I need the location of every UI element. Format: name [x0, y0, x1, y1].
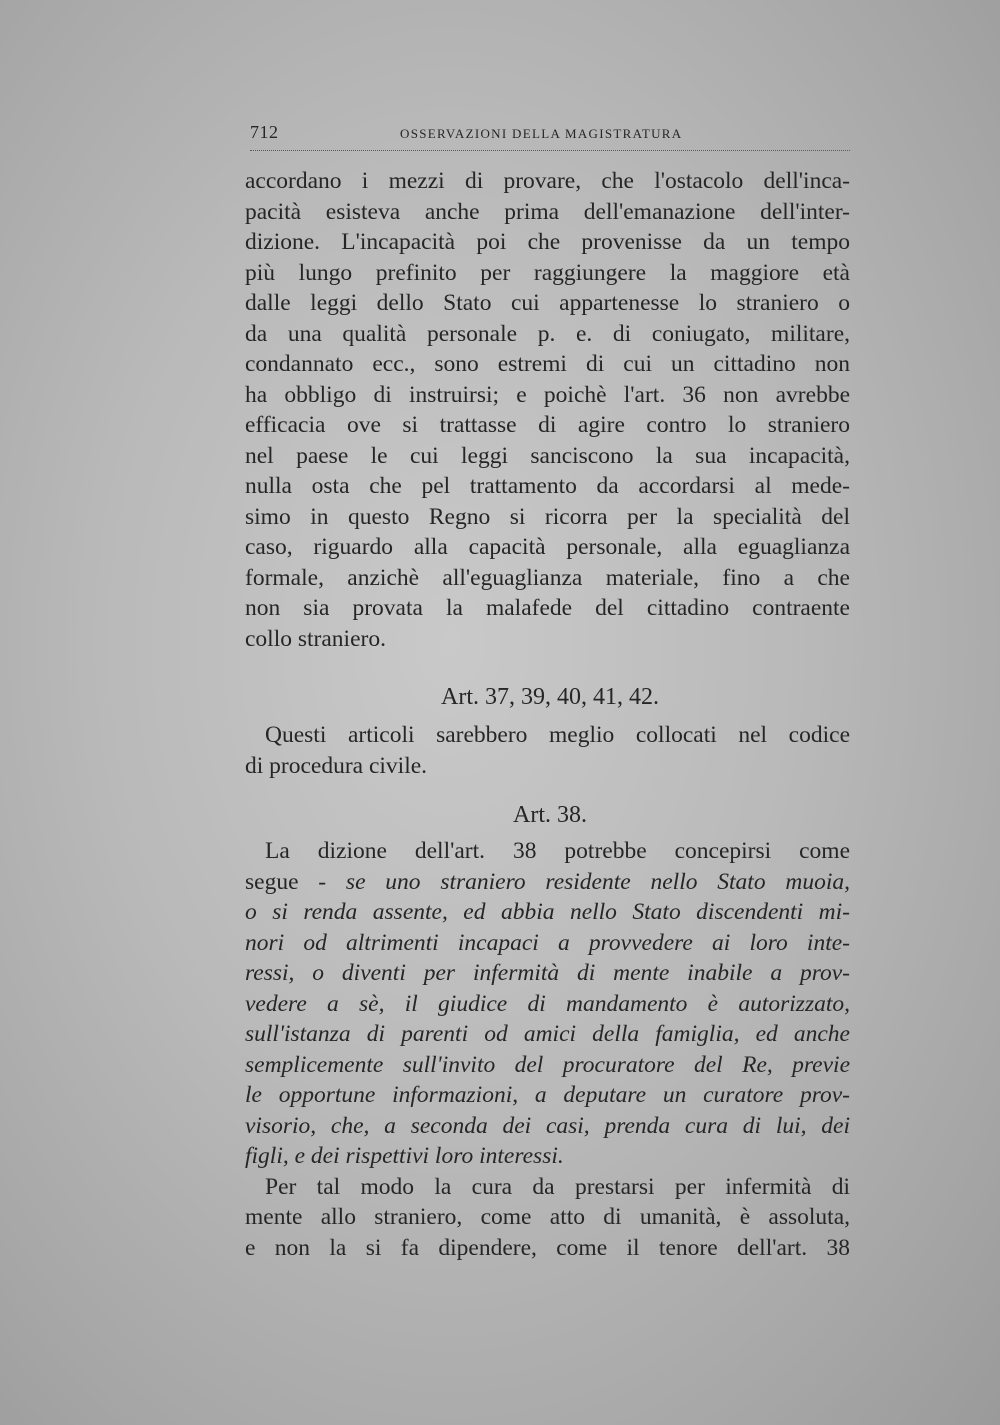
text-line: ha obbligo di instruirsi; e poichè l'art. 36 non avrebbe	[245, 381, 850, 408]
running-title: OSSERVAZIONI DELLA MAGISTRATURA	[400, 126, 683, 141]
page-header	[250, 120, 850, 151]
text-line: simo in questo Regno si ricorra per la specialità del	[245, 503, 850, 530]
text-run: segue -	[245, 868, 346, 895]
text-line: dizione. L'incapacità poi che provenisse da un tempo	[245, 229, 850, 255]
section-heading-art-38: Art. 38.	[513, 802, 587, 828]
text-line: Questi articoli sarebbero meglio collocati nel codice	[265, 722, 850, 748]
text-line: accordano i mezzi di provare, che l'ostacolo dell'inca-	[245, 168, 850, 194]
text-line: Per tal modo la cura da prestarsi per infermità di	[265, 1173, 850, 1200]
italic-text-line: ressi, o diventi per infermità di mente inabile a prov-	[245, 960, 850, 986]
text-line: nulla osta che pel trattamento da accordarsi al mede-	[245, 473, 850, 499]
text-line: di procedura civile.	[245, 752, 428, 779]
text-line: dalle leggi dello Stato cui appartenesse lo straniero o	[245, 290, 850, 316]
paragraph-art-37	[245, 720, 850, 781]
text-line: nel paese le cui leggi sanciscono la sua incapacità,	[245, 442, 850, 469]
italic-text-line: semplicemente sull'invito del procuratore del Re, previe	[245, 1051, 850, 1078]
text-line: e non la si fa dipendere, come il tenore dell'art. 38	[245, 1234, 850, 1261]
paragraph-continuation	[245, 166, 850, 654]
text-line: pacità esisteva anche prima dell'emanazione dell'inter-	[245, 198, 850, 225]
italic-text-line: nori od altrimenti incapaci a provvedere ai loro inte-	[245, 929, 850, 956]
text-line: da una qualità personale p. e. di coniugato, militare,	[245, 320, 850, 347]
italic-text-line: le opportune informazioni, a deputare un curatore prov-	[245, 1082, 850, 1108]
text-line: La dizione dell'art. 38 potrebbe concepirsi come	[265, 838, 850, 864]
text-line: collo straniero.	[245, 625, 386, 652]
italic-text-line: vedere a sè, il giudice di mandamento è autorizzato,	[245, 990, 850, 1017]
text-line: non sia provata la malafede del cittadino contraente	[245, 595, 850, 621]
text-line: mente allo straniero, come atto di umanità, è assoluta,	[245, 1204, 850, 1230]
text-line: formale, anzichè all'eguaglianza materiale, fino a che	[245, 564, 850, 591]
page-number: 712	[250, 122, 279, 142]
italic-text-run: se uno straniero residente nello Stato muoia,	[345, 868, 850, 895]
text-line: efficacia ove si trattasse di agire contro lo straniero	[245, 412, 850, 438]
text-line	[245, 867, 850, 898]
text-line: più lungo prefinito per raggiungere la maggiore età	[245, 259, 850, 286]
italic-text-line: sull'istanza di parenti od amici della famiglia, ed anche	[245, 1021, 850, 1047]
italic-text-line: visorio, che, a seconda dei casi, prenda cura di lui, dei	[245, 1112, 850, 1139]
section-heading-art-37: Art. 37, 39, 40, 41, 42.	[441, 684, 659, 710]
text-line: condannato ecc., sono estremi di cui un cittadino non	[245, 351, 850, 377]
italic-text-line: figli, e dei rispettivi loro interessi.	[245, 1143, 564, 1169]
italic-text-line: o si renda assente, ed abbia nello Stato discendenti mi-	[245, 899, 850, 925]
text-line: caso, riguardo alla capacità personale, alla eguaglianza	[245, 534, 850, 560]
paragraph-art-38	[245, 836, 850, 1263]
